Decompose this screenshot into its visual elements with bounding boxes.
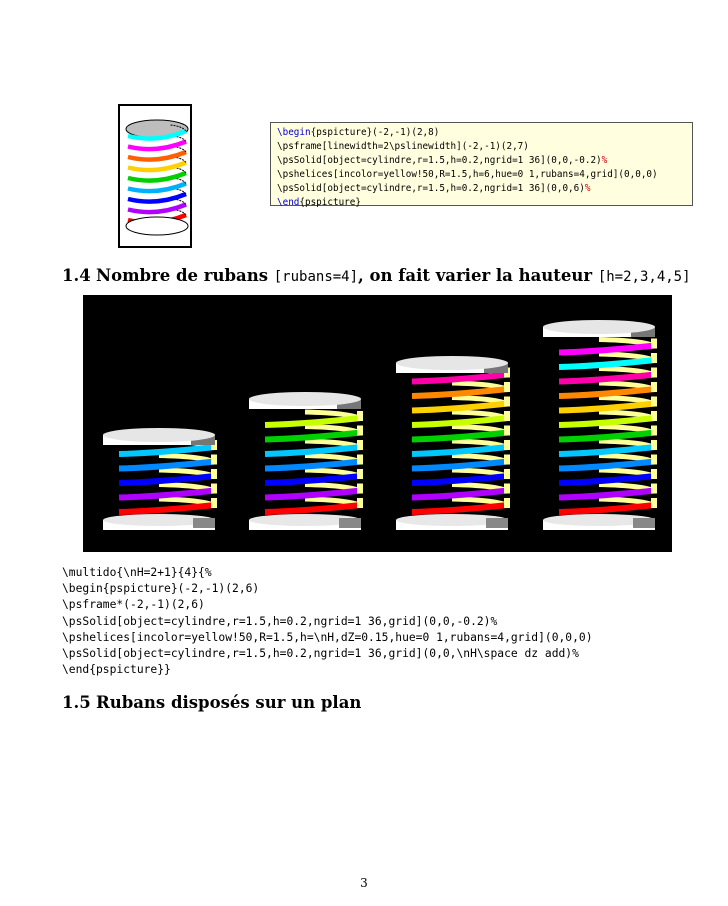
helices-drawing	[83, 295, 672, 552]
disk-shade	[633, 518, 655, 528]
top-disk	[249, 392, 361, 406]
ribbon-edge	[651, 498, 657, 508]
code-line	[277, 140, 692, 154]
ribbon-front	[265, 447, 361, 454]
code-text: {pspicture}(-2,-1)(2,8)	[310, 127, 440, 138]
ribbon-front	[559, 418, 655, 425]
ribbon-front	[119, 491, 215, 498]
ribbon-front	[265, 433, 361, 440]
section-heading-1-4	[62, 266, 691, 285]
code-keyword: \begin	[277, 127, 311, 138]
code-line	[277, 196, 692, 210]
code-text: \psframe[linewidth=2\pslinewidth](-2,-1)(2,7)	[277, 141, 529, 152]
code-listing	[62, 565, 593, 678]
code-line	[277, 168, 692, 182]
ribbon-edge	[504, 411, 510, 421]
ribbon-front	[119, 505, 215, 512]
disk-shade	[339, 518, 361, 528]
top-disk	[396, 356, 508, 370]
ribbon-edge	[211, 455, 217, 465]
ribbon-front	[265, 491, 361, 498]
ribbon-edge	[357, 455, 363, 465]
ribbon-band	[128, 163, 186, 171]
ribbon-front	[119, 447, 215, 454]
helix-group	[543, 320, 657, 530]
ribbon-edge	[651, 455, 657, 465]
ribbon-band	[128, 173, 186, 181]
ribbon-front	[412, 375, 508, 382]
ribbon-front	[119, 476, 215, 483]
code-line	[277, 126, 692, 140]
code-snippet-box	[270, 122, 693, 206]
ribbon-edge	[504, 426, 510, 436]
ribbon-edge	[504, 498, 510, 508]
ribbon-front	[412, 389, 508, 396]
ribbon-edge	[211, 498, 217, 508]
ribbon-front	[559, 433, 655, 440]
ribbon-band	[128, 194, 186, 202]
ribbon-front	[265, 476, 361, 483]
listing-line: \begin{pspicture}(-2,-1)(2,6)	[62, 582, 260, 596]
disk-shade	[486, 518, 508, 528]
listing-line: \multido{\nH=2+1}{4}{%	[62, 566, 212, 579]
heading-code: [h=2,3,4,5]	[597, 269, 691, 285]
ribbon-edge	[357, 498, 363, 508]
code-text: \psSolid[object=cylindre,r=1.5,h=0.2,ngrid=1 36](0,0,6)	[277, 183, 585, 194]
ribbon-band	[128, 142, 186, 150]
ribbon-edge	[357, 411, 363, 421]
ribbon-edge	[211, 484, 217, 494]
heading-text: Rubans disposés sur un plan	[96, 693, 362, 712]
ribbon-band	[128, 205, 186, 213]
code-keyword: \end	[277, 197, 300, 208]
ribbon-edge	[651, 440, 657, 450]
ribbon-front	[265, 462, 361, 469]
code-text: \pshelices[incolor=yellow!50,R=1.5,h=6,hue=0 1,rubans=4,grid](0,0,0)	[277, 169, 658, 180]
ribbon-front	[559, 476, 655, 483]
ribbon-edge	[651, 382, 657, 392]
ribbon-front	[559, 462, 655, 469]
ribbon-front	[559, 505, 655, 512]
ribbon-edge	[504, 440, 510, 450]
ribbon-edge	[651, 426, 657, 436]
listing-line: \end{pspicture}}	[62, 663, 171, 677]
ribbon-edge	[651, 469, 657, 479]
ribbon-front	[412, 462, 508, 469]
ribbon-front	[559, 389, 655, 396]
ribbon-edge	[651, 368, 657, 378]
ribbon-front	[559, 360, 655, 367]
section-number: 1.4	[62, 266, 91, 285]
ribbon-edge	[357, 440, 363, 450]
helix-group	[249, 392, 363, 530]
code-comment-marker: %	[601, 155, 608, 166]
section-number: 1.5	[62, 693, 91, 712]
ribbon-band	[128, 152, 186, 160]
ribbon-edge	[357, 426, 363, 436]
ribbon-band	[128, 184, 186, 192]
ribbon-edge	[651, 339, 657, 349]
page-number: 3	[360, 876, 368, 890]
ribbon-edge	[651, 353, 657, 363]
ribbon-front	[559, 375, 655, 382]
code-comment-marker: %	[584, 183, 591, 194]
small-helix-figure	[118, 104, 192, 248]
ribbon-edge	[504, 455, 510, 465]
code-line	[277, 154, 692, 168]
ribbon-edge	[504, 382, 510, 392]
ribbon-front	[412, 433, 508, 440]
ribbon-edge	[211, 469, 217, 479]
ribbon-front	[412, 447, 508, 454]
helices-panel	[83, 295, 672, 552]
listing-line: \psframe*(-2,-1)(2,6)	[62, 598, 205, 612]
ribbon-edge	[651, 397, 657, 407]
section-heading-1-5	[62, 693, 361, 712]
code-text: {pspicture}	[299, 197, 361, 208]
heading-text: , on fait varier la hauteur	[358, 266, 598, 285]
listing-line: \psSolid[object=cylindre,r=1.5,h=0.2,ngrid=1 36,grid](0,0,-0.2)%	[62, 614, 498, 628]
listing-line: \psSolid[object=cylindre,r=1.5,h=0.2,ngrid=1 36,grid](0,0,\nH\space dz add)%	[62, 647, 579, 661]
ribbon-front	[412, 418, 508, 425]
top-disk	[103, 428, 215, 442]
ribbon-front	[412, 476, 508, 483]
helix-group	[396, 356, 510, 530]
top-disk	[543, 320, 655, 334]
ribbon-front	[412, 505, 508, 512]
ribbon-front	[559, 404, 655, 411]
code-text: \psSolid[object=cylindre,r=1.5,h=0.2,ngrid=1 36](0,0,-0.2)	[277, 155, 602, 166]
small-helix-drawing	[120, 106, 190, 246]
listing-line: \pshelices[incolor=yellow!50,R=1.5,h=\nH,dZ=0.15,hue=0 1,rubans=4,grid](0,0,0)	[62, 630, 593, 644]
helix-group	[103, 428, 217, 530]
code-line	[277, 182, 692, 196]
ribbon-front	[559, 491, 655, 498]
disk-shade	[193, 518, 215, 528]
ribbon-front	[119, 462, 215, 469]
ribbon-edge	[651, 484, 657, 494]
ribbon-edge	[651, 411, 657, 421]
ribbon-front	[559, 447, 655, 454]
ribbon-front	[559, 346, 655, 353]
ribbon-edge	[357, 484, 363, 494]
ribbon-front	[265, 505, 361, 512]
ribbon-edge	[504, 469, 510, 479]
heading-code: [rubans=4]	[273, 269, 359, 285]
ribbon-front	[265, 418, 361, 425]
ribbon-edge	[504, 484, 510, 494]
ribbon-front	[412, 491, 508, 498]
ribbon-edge	[357, 469, 363, 479]
ribbon-front	[412, 404, 508, 411]
ribbon-edge	[504, 397, 510, 407]
heading-text: Nombre de rubans	[96, 266, 274, 285]
